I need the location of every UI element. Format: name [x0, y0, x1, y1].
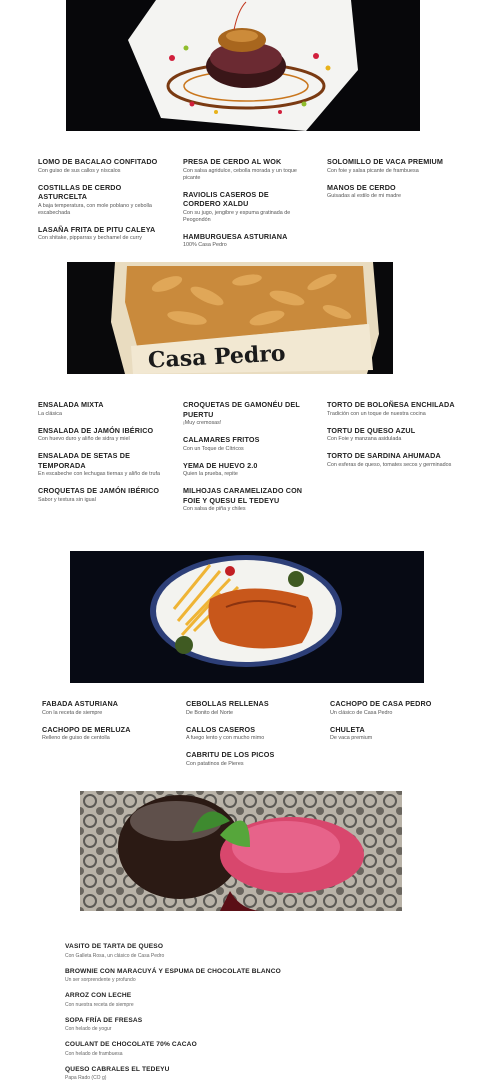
dish-name: LASAÑA FRITA DE PITU CALEYA — [38, 224, 156, 234]
dish-description: A baja temperatura, con mole poblano y cebolla escabechada — [38, 202, 152, 216]
dish-description: Con Foie y manzana asidulada — [327, 436, 402, 442]
dessert-name: VASITO DE TARTA DE QUESO — [65, 943, 164, 950]
dish-description: Con esferas de queso, tomates secos y germinados — [327, 461, 452, 468]
dish-name: CALAMARES FRITOS — [183, 435, 260, 444]
dish-name: CACHOPO DE MERLUZA — [42, 724, 131, 734]
menu-item — [330, 699, 458, 717]
menu-item — [327, 157, 457, 175]
dish-name: SOLOMILLO DE VACA PREMIUM — [327, 157, 443, 166]
menu-item — [183, 400, 309, 427]
dish-description: Guisadas al estilo de mi madre — [327, 193, 402, 199]
dish-name: CACHOPO DE CASA PEDRO — [330, 699, 432, 708]
dish-name: CALLOS CASEROS — [186, 724, 256, 734]
dessert-item — [65, 1040, 425, 1058]
dessert-list — [65, 942, 425, 1089]
dish-description: La clásica — [38, 410, 62, 417]
dish-photo-calamari-crate — [67, 262, 393, 374]
dish-description: En escabeche con lechugas tiernas y aliño de trufa — [38, 471, 160, 477]
dessert-description: Un ser sorprendente y profundo — [65, 977, 136, 983]
dish-description: A fuego lento y con mucho mimo — [186, 735, 265, 741]
dish-name: TORTO DE SARDINA AHUMADA — [327, 451, 441, 460]
dessert-description: Papa Rado (CO g) — [65, 1075, 107, 1081]
dish-name: LOMO DE BACALAO CONFITADO — [38, 157, 158, 166]
dish-description: Con un Toque de Cítricos — [183, 445, 244, 452]
dish-photo-cachopo-plate — [70, 551, 424, 683]
dish-name: ENSALADA DE JAMÓN IBÉRICO — [38, 425, 154, 435]
menu-column-1-1 — [38, 157, 166, 250]
menu-column-2-1 — [38, 400, 166, 512]
dish-name: ENSALADA MIXTA — [38, 400, 104, 409]
dessert-item — [65, 991, 425, 1009]
dish-description: Con la receta de siempre — [42, 709, 103, 716]
menu-item — [183, 435, 309, 453]
menu-column-3-2 — [186, 699, 314, 776]
menu-item — [183, 232, 307, 250]
dish-description: Quien la prueba, repite — [183, 471, 238, 477]
dish-description: Con guiso de sus callos y níscalos — [38, 167, 121, 174]
dish-name: TORTO DE BOLOÑESA ENCHILADA — [327, 400, 455, 409]
dish-description: Relleno de guiso de centolla — [42, 735, 110, 741]
menu-item — [330, 725, 458, 743]
crate-brand-text: Casa Pedro — [147, 340, 287, 374]
dish-name: ENSALADA DE SETAS DE TEMPORADA — [38, 451, 131, 470]
dish-name: CROQUETAS DE JAMÓN IBÉRICO — [38, 486, 160, 495]
dish-name: CHULETA — [330, 724, 365, 734]
menu-item — [327, 183, 457, 201]
dish-name: CEBOLLAS RELLENAS — [186, 699, 269, 708]
menu-item — [183, 190, 307, 224]
menu-column-1-2 — [183, 157, 307, 257]
dessert-name: SOPA FRÍA DE FRESAS — [65, 1016, 143, 1024]
dish-name: PRESA DE CERDO AL WOK — [183, 157, 282, 166]
dish-description: ¡Muy cremosas! — [183, 420, 222, 426]
menu-column-1-3 — [327, 157, 457, 208]
menu-column-3-1 — [42, 699, 170, 750]
menu-item — [38, 451, 166, 478]
dish-name: HAMBURGUESA ASTURIANA — [183, 231, 288, 241]
menu-item — [38, 426, 166, 444]
menu-item — [42, 725, 170, 743]
dessert-description: Con helado de yogur — [65, 1026, 112, 1032]
dish-name: CROQUETAS DE GAMONÉU DEL PUERTU — [183, 400, 300, 419]
menu-item — [186, 750, 314, 768]
dish-description: De Bonito del Norte — [186, 709, 234, 716]
dish-description: Con salsa de piña y chiles — [183, 506, 246, 512]
menu-column-2-3 — [327, 400, 459, 477]
menu-item — [186, 725, 314, 743]
dessert-item — [65, 967, 425, 985]
menu-item — [183, 461, 309, 479]
menu-item — [38, 157, 166, 175]
dish-name: FABADA ASTURIANA — [42, 699, 119, 708]
dish-name: RAVIOLIS CASEROS DE CORDERO XALDU — [183, 189, 269, 208]
dish-name: MANOS DE CERDO — [327, 182, 396, 192]
menu-item — [183, 486, 309, 513]
dish-name: TORTU DE QUESO AZUL — [327, 425, 416, 435]
dish-description: Sabor y textura sin igual — [38, 496, 96, 503]
dessert-description: Con nuestra receta de siempre — [65, 1001, 134, 1008]
dessert-name: BROWNIE CON MARACUYÁ Y ESPUMA DE CHOCOLATE BLANCO — [65, 967, 281, 975]
menu-column-2-2 — [183, 400, 309, 521]
menu-item — [327, 451, 459, 469]
dessert-description: Con Galleta Rosa, un clásico de Casa Pedro — [65, 952, 165, 959]
menu-item — [38, 400, 166, 418]
dish-description: De vaca premium — [330, 735, 373, 741]
dessert-name: ARROZ CON LECHE — [65, 992, 132, 999]
dish-photo-meat-plate — [66, 0, 420, 131]
dish-name: YEMA DE HUEVO 2.0 — [183, 460, 258, 470]
dish-description: Tradición con un toque de nuestra cocina — [327, 410, 426, 417]
dish-description: Con huevo duro y aliño de sidra y miel — [38, 436, 130, 442]
dish-name: MILHOJAS CARAMELIZADO CON FOIE Y QUESU EL TEDEYU — [183, 486, 303, 505]
dessert-item — [65, 1016, 425, 1034]
dessert-item — [65, 942, 425, 960]
menu-item — [327, 426, 459, 444]
dish-description: 100% Casa Pedro — [183, 242, 227, 248]
dish-description: Un clásico de Casa Pedro — [330, 709, 393, 716]
menu-column-3-3 — [330, 699, 458, 750]
dish-description: Con shitake, pipparras y bechamel de curry — [38, 235, 142, 241]
dessert-name: COULANT DE CHOCOLATE 70% CACAO — [65, 1041, 197, 1048]
dish-description: Con foie y salsa picante de frambuesa — [327, 167, 419, 174]
menu-item — [38, 183, 166, 217]
dish-description: Con salsa agridulce, cebolla morada y un toque picante — [183, 167, 297, 181]
dessert-photo-coulant — [80, 791, 402, 911]
menu-item — [42, 699, 170, 717]
menu-item — [186, 699, 314, 717]
menu-item — [38, 225, 166, 243]
menu-item — [327, 400, 459, 418]
dessert-description: Con helado de frambuesa — [65, 1050, 123, 1057]
dish-description: Con patatinos de Pieres — [186, 760, 244, 767]
dish-name: CABRITU DE LOS PICOS — [186, 750, 275, 759]
dish-name: COSTILLAS DE CERDO ASTURCELTA — [38, 182, 122, 201]
menu-item — [38, 486, 166, 504]
dish-description: Con su jugo, jengibre y espuma gratinada de Peogondón — [183, 209, 291, 223]
dessert-name: QUESO CABRALES EL TEDEYU — [65, 1065, 170, 1073]
dessert-item — [65, 1065, 425, 1083]
menu-item — [183, 157, 307, 182]
